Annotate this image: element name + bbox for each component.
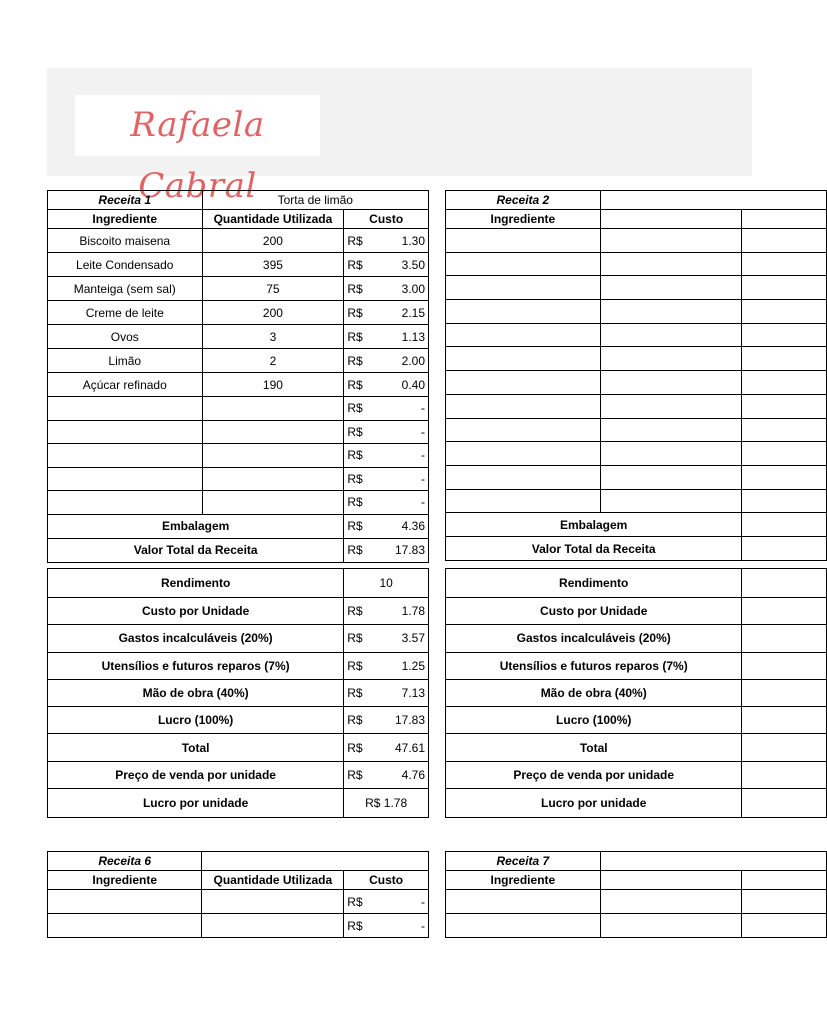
cost-cell[interactable] bbox=[742, 252, 827, 276]
ingredient-cell[interactable] bbox=[446, 442, 601, 466]
total-label[interactable]: Valor Total da Receita bbox=[446, 537, 742, 561]
ingredient-cell[interactable] bbox=[48, 467, 203, 491]
quantity-cell[interactable] bbox=[202, 420, 344, 444]
cost-cell[interactable] bbox=[344, 420, 429, 444]
empty-row bbox=[48, 397, 429, 421]
ingredient-row bbox=[48, 253, 429, 277]
recipe-name[interactable] bbox=[600, 852, 826, 871]
empty-row bbox=[48, 890, 429, 914]
summary-row bbox=[48, 598, 429, 625]
ingredient-row bbox=[48, 325, 429, 349]
header-ingredient[interactable]: Ingrediente bbox=[48, 871, 202, 890]
quantity-cell[interactable]: 200 bbox=[202, 229, 344, 253]
summary-value[interactable] bbox=[742, 598, 827, 625]
ingredient-cell[interactable]: Biscoito maisena bbox=[48, 229, 203, 253]
rendimento-row bbox=[48, 569, 429, 598]
empty-row bbox=[446, 300, 827, 324]
ingredient-cell[interactable] bbox=[446, 418, 601, 442]
recipe-name[interactable]: Torta de limão bbox=[202, 191, 428, 210]
summary-row bbox=[48, 625, 429, 652]
summary-row bbox=[446, 761, 827, 788]
cost-value: - bbox=[421, 424, 425, 439]
summary-row bbox=[446, 679, 827, 706]
empty-row bbox=[446, 347, 827, 371]
recipe-label[interactable]: Receita 1 bbox=[48, 191, 203, 210]
header-cost[interactable] bbox=[742, 871, 827, 890]
currency-symbol: R$ bbox=[347, 281, 363, 296]
cost-cell[interactable] bbox=[344, 373, 429, 397]
currency-symbol: R$ bbox=[347, 233, 363, 248]
quantity-cell[interactable] bbox=[600, 489, 742, 513]
header-cost[interactable] bbox=[742, 210, 827, 229]
ingredient-row bbox=[48, 277, 429, 301]
quantity-cell[interactable] bbox=[600, 442, 742, 466]
cost-cell[interactable] bbox=[344, 914, 429, 938]
quantity-cell[interactable]: 200 bbox=[202, 301, 344, 325]
summary-row bbox=[446, 734, 827, 761]
cost-cell[interactable] bbox=[344, 277, 429, 301]
quantity-cell[interactable] bbox=[600, 300, 742, 324]
currency-symbol: R$ bbox=[347, 543, 363, 557]
summary-label[interactable]: Lucro por unidade bbox=[446, 789, 742, 818]
cost-value: 17.83 bbox=[394, 543, 425, 557]
empty-row bbox=[446, 276, 827, 300]
ingredient-row bbox=[48, 349, 429, 373]
quantity-cell[interactable]: 3 bbox=[202, 325, 344, 349]
summary-value[interactable] bbox=[344, 679, 429, 706]
cost-value: 3.57 bbox=[401, 631, 425, 646]
header-cost[interactable]: Custo bbox=[344, 210, 429, 229]
summary-row bbox=[446, 789, 827, 818]
cost-cell[interactable] bbox=[742, 442, 827, 466]
quantity-cell[interactable] bbox=[202, 397, 344, 421]
currency-symbol: R$ bbox=[347, 604, 363, 619]
cost-cell[interactable] bbox=[742, 394, 827, 418]
header-quantity[interactable]: Quantidade Utilizada bbox=[202, 210, 344, 229]
empty-row bbox=[48, 444, 429, 468]
quantity-cell[interactable]: 395 bbox=[202, 253, 344, 277]
recipe-title-row bbox=[446, 191, 827, 210]
quantity-cell[interactable] bbox=[600, 347, 742, 371]
ingredient-cell[interactable] bbox=[446, 252, 601, 276]
lucro-unidade-value[interactable]: R$ 1.78 bbox=[344, 789, 429, 818]
summary-value[interactable] bbox=[344, 652, 429, 679]
recipe-1-table bbox=[47, 190, 429, 563]
summary-value[interactable] bbox=[742, 652, 827, 679]
empty-row bbox=[446, 418, 827, 442]
summary-value[interactable] bbox=[742, 679, 827, 706]
ingredient-cell[interactable]: Leite Condensado bbox=[48, 253, 203, 277]
cost-cell[interactable] bbox=[344, 397, 429, 421]
currency-symbol: R$ bbox=[347, 631, 363, 646]
ingredient-row bbox=[48, 373, 429, 397]
summary-label[interactable]: Preço de venda por unidade bbox=[446, 761, 742, 788]
ingredient-cell[interactable]: Ovos bbox=[48, 325, 203, 349]
cost-cell[interactable] bbox=[742, 276, 827, 300]
quantity-cell[interactable] bbox=[600, 252, 742, 276]
recipe-1-summary bbox=[47, 568, 429, 818]
empty-row bbox=[446, 489, 827, 513]
quantity-cell[interactable] bbox=[202, 444, 344, 468]
header-row bbox=[48, 210, 429, 229]
total-value[interactable] bbox=[344, 538, 429, 562]
currency-symbol: R$ bbox=[347, 377, 363, 392]
summary-value[interactable] bbox=[344, 707, 429, 734]
quantity-cell[interactable] bbox=[600, 465, 742, 489]
empty-row bbox=[446, 394, 827, 418]
total-label[interactable]: Valor Total da Receita bbox=[48, 538, 344, 562]
currency-symbol: R$ bbox=[347, 894, 363, 909]
cost-cell[interactable] bbox=[344, 229, 429, 253]
ingredient-cell[interactable] bbox=[446, 276, 601, 300]
summary-row bbox=[48, 707, 429, 734]
cost-value: 1.13 bbox=[401, 329, 425, 344]
cost-cell[interactable] bbox=[742, 418, 827, 442]
quantity-cell[interactable] bbox=[600, 323, 742, 347]
quantity-cell[interactable]: 2 bbox=[202, 349, 344, 373]
cost-cell[interactable] bbox=[742, 371, 827, 395]
quantity-cell[interactable] bbox=[600, 890, 742, 914]
cost-cell[interactable] bbox=[742, 489, 827, 513]
summary-value[interactable] bbox=[742, 625, 827, 652]
cost-value: 17.83 bbox=[394, 713, 425, 728]
ingredient-cell[interactable]: Manteiga (sem sal) bbox=[48, 277, 203, 301]
cost-cell[interactable] bbox=[344, 890, 429, 914]
header-quantity[interactable] bbox=[600, 210, 742, 229]
summary-label[interactable]: Gastos incalculáveis (20%) bbox=[48, 625, 344, 652]
cost-value: 1.78 bbox=[401, 604, 425, 619]
rendimento-value[interactable]: 10 bbox=[344, 569, 429, 598]
summary-label[interactable]: Rendimento bbox=[446, 569, 742, 598]
summary-row bbox=[48, 679, 429, 706]
header-row bbox=[446, 210, 827, 229]
rendimento-label[interactable]: Rendimento bbox=[48, 569, 344, 598]
recipe-label[interactable]: Receita 6 bbox=[48, 852, 202, 871]
currency-symbol: R$ bbox=[347, 448, 363, 463]
currency-symbol: R$ bbox=[347, 353, 363, 368]
ingredient-cell[interactable] bbox=[446, 229, 601, 253]
cost-cell[interactable] bbox=[344, 301, 429, 325]
ingredient-cell[interactable] bbox=[48, 397, 203, 421]
ingredient-cell[interactable] bbox=[446, 394, 601, 418]
header-row bbox=[446, 871, 827, 890]
cost-value: 3.00 bbox=[401, 281, 425, 296]
quantity-cell[interactable] bbox=[600, 371, 742, 395]
cost-value: - bbox=[421, 495, 425, 510]
cost-cell[interactable] bbox=[344, 491, 429, 515]
cost-cell[interactable] bbox=[742, 300, 827, 324]
quantity-cell[interactable] bbox=[202, 890, 344, 914]
ingredient-cell[interactable] bbox=[446, 323, 601, 347]
recipe-title-row bbox=[446, 852, 827, 871]
cost-value: - bbox=[421, 918, 425, 933]
summary-value[interactable] bbox=[742, 569, 827, 598]
cost-cell[interactable] bbox=[742, 229, 827, 253]
header-cost[interactable]: Custo bbox=[344, 871, 429, 890]
cost-cell[interactable] bbox=[344, 349, 429, 373]
cost-cell[interactable] bbox=[344, 253, 429, 277]
cost-cell[interactable] bbox=[742, 347, 827, 371]
ingredient-cell[interactable] bbox=[48, 420, 203, 444]
summary-label[interactable]: Mão de obra (40%) bbox=[446, 679, 742, 706]
quantity-cell[interactable] bbox=[600, 394, 742, 418]
quantity-cell[interactable] bbox=[600, 276, 742, 300]
currency-symbol: R$ bbox=[347, 918, 363, 933]
embalagem-row bbox=[48, 514, 429, 538]
total-value[interactable] bbox=[742, 537, 827, 561]
embalagem-value[interactable] bbox=[344, 514, 429, 538]
recipe-7-panel bbox=[445, 851, 593, 941]
currency-symbol: R$ bbox=[347, 305, 363, 320]
recipe-name[interactable] bbox=[202, 852, 429, 871]
empty-row bbox=[48, 491, 429, 515]
summary-row bbox=[446, 598, 827, 625]
ingredient-cell[interactable] bbox=[446, 300, 601, 324]
total-row bbox=[446, 537, 827, 561]
recipe-7-table bbox=[445, 851, 827, 938]
empty-row bbox=[48, 467, 429, 491]
recipe-2-table bbox=[445, 190, 827, 561]
summary-label[interactable]: Custo por Unidade bbox=[48, 598, 344, 625]
empty-row bbox=[446, 229, 827, 253]
cost-value: 2.15 bbox=[401, 305, 425, 320]
ingredient-cell[interactable]: Creme de leite bbox=[48, 301, 203, 325]
recipe-label[interactable]: Receita 2 bbox=[446, 191, 601, 210]
quantity-cell[interactable] bbox=[202, 467, 344, 491]
empty-row bbox=[446, 442, 827, 466]
summary-label[interactable]: Lucro (100%) bbox=[48, 707, 344, 734]
embalagem-row bbox=[446, 513, 827, 537]
currency-symbol: R$ bbox=[347, 658, 363, 673]
currency-symbol: R$ bbox=[347, 686, 363, 701]
cost-value: 1.30 bbox=[401, 233, 425, 248]
recipe-title-row bbox=[48, 191, 429, 210]
cost-cell[interactable] bbox=[344, 467, 429, 491]
cost-value: 4.76 bbox=[401, 767, 425, 782]
currency-symbol: R$ bbox=[347, 401, 363, 416]
summary-label[interactable]: Custo por Unidade bbox=[446, 598, 742, 625]
quantity-cell[interactable] bbox=[600, 418, 742, 442]
quantity-cell[interactable]: 75 bbox=[202, 277, 344, 301]
ingredient-cell[interactable] bbox=[48, 914, 202, 938]
ingredient-cell[interactable]: Açúcar refinado bbox=[48, 373, 203, 397]
summary-value[interactable] bbox=[742, 734, 827, 761]
summary-row bbox=[446, 569, 827, 598]
recipe-6-table bbox=[47, 851, 429, 938]
cost-value: - bbox=[421, 894, 425, 909]
header-ingredient[interactable]: Ingrediente bbox=[48, 210, 203, 229]
summary-value[interactable] bbox=[742, 707, 827, 734]
quantity-cell[interactable]: 190 bbox=[202, 373, 344, 397]
cost-value: 2.00 bbox=[401, 353, 425, 368]
cost-cell[interactable] bbox=[344, 325, 429, 349]
empty-row bbox=[446, 371, 827, 395]
currency-symbol: R$ bbox=[347, 495, 363, 510]
cost-value: 4.36 bbox=[401, 519, 425, 533]
recipe-label[interactable]: Receita 7 bbox=[446, 852, 601, 871]
currency-symbol: R$ bbox=[347, 740, 363, 755]
quantity-cell[interactable] bbox=[600, 914, 742, 938]
ingredient-row bbox=[48, 301, 429, 325]
cost-value: - bbox=[421, 471, 425, 486]
currency-symbol: R$ bbox=[347, 471, 363, 486]
summary-value[interactable] bbox=[344, 734, 429, 761]
cost-value: 1.25 bbox=[401, 658, 425, 673]
summary-row bbox=[48, 761, 429, 788]
header-ingredient[interactable]: Ingrediente bbox=[446, 210, 601, 229]
cost-value: 7.13 bbox=[401, 686, 425, 701]
embalagem-label[interactable]: Embalagem bbox=[48, 514, 344, 538]
summary-label[interactable]: Gastos incalculáveis (20%) bbox=[446, 625, 742, 652]
summary-value[interactable] bbox=[344, 761, 429, 788]
quantity-cell[interactable] bbox=[600, 229, 742, 253]
summary-row bbox=[48, 652, 429, 679]
lucro-unidade-row bbox=[48, 789, 429, 818]
cost-cell[interactable] bbox=[742, 465, 827, 489]
currency-symbol: R$ bbox=[347, 713, 363, 728]
summary-row bbox=[446, 707, 827, 734]
recipe-title-row bbox=[48, 852, 429, 871]
summary-label[interactable]: Mão de obra (40%) bbox=[48, 679, 344, 706]
cost-cell[interactable] bbox=[742, 323, 827, 347]
summary-label[interactable]: Total bbox=[446, 734, 742, 761]
quantity-cell[interactable] bbox=[202, 491, 344, 515]
empty-row bbox=[446, 914, 827, 938]
ingredient-cell[interactable] bbox=[446, 914, 601, 938]
ingredient-cell[interactable]: Limão bbox=[48, 349, 203, 373]
empty-row bbox=[446, 252, 827, 276]
cost-value: - bbox=[421, 401, 425, 416]
summary-value[interactable] bbox=[344, 598, 429, 625]
ingredient-cell[interactable] bbox=[48, 491, 203, 515]
cost-value: - bbox=[421, 448, 425, 463]
recipe-2-summary-panel bbox=[445, 568, 688, 818]
summary-row bbox=[446, 625, 827, 652]
ingredient-cell[interactable] bbox=[446, 465, 601, 489]
summary-label[interactable]: Preço de venda por unidade bbox=[48, 761, 344, 788]
empty-row bbox=[48, 420, 429, 444]
lucro-unidade-label[interactable]: Lucro por unidade bbox=[48, 789, 344, 818]
ingredient-cell[interactable] bbox=[446, 347, 601, 371]
header-row bbox=[48, 871, 429, 890]
cost-cell[interactable] bbox=[742, 914, 827, 938]
ingredient-row bbox=[48, 229, 429, 253]
cost-value: 47.61 bbox=[394, 740, 425, 755]
ingredient-cell[interactable] bbox=[446, 890, 601, 914]
ingredient-cell[interactable] bbox=[446, 371, 601, 395]
empty-row bbox=[48, 914, 429, 938]
embalagem-value[interactable] bbox=[742, 513, 827, 537]
summary-value[interactable] bbox=[344, 625, 429, 652]
brand-name: Rafaela Cabral bbox=[130, 105, 265, 206]
currency-symbol: R$ bbox=[347, 424, 363, 439]
currency-symbol: R$ bbox=[347, 519, 363, 533]
empty-row bbox=[446, 323, 827, 347]
currency-symbol: R$ bbox=[347, 257, 363, 272]
summary-label[interactable]: Utensílios e futuros reparos (7%) bbox=[48, 652, 344, 679]
header-ingredient[interactable]: Ingrediente bbox=[446, 871, 601, 890]
summary-value[interactable] bbox=[742, 761, 827, 788]
ingredient-cell[interactable] bbox=[48, 890, 202, 914]
recipe-name[interactable] bbox=[600, 191, 826, 210]
empty-row bbox=[446, 890, 827, 914]
total-row bbox=[48, 538, 429, 562]
quantity-cell[interactable] bbox=[202, 914, 344, 938]
currency-symbol: R$ bbox=[347, 767, 363, 782]
cost-cell[interactable] bbox=[344, 444, 429, 468]
empty-row bbox=[446, 465, 827, 489]
summary-row bbox=[446, 652, 827, 679]
summary-label[interactable]: Total bbox=[48, 734, 344, 761]
summary-row bbox=[48, 734, 429, 761]
ingredient-cell[interactable] bbox=[48, 444, 203, 468]
cost-value: 3.50 bbox=[401, 257, 425, 272]
embalagem-label[interactable]: Embalagem bbox=[446, 513, 742, 537]
recipe-2-panel bbox=[445, 190, 656, 560]
header-quantity[interactable] bbox=[600, 871, 742, 890]
cost-cell[interactable] bbox=[742, 890, 827, 914]
currency-symbol: R$ bbox=[347, 329, 363, 344]
cost-value: 0.40 bbox=[401, 377, 425, 392]
recipe-2-summary bbox=[445, 568, 827, 818]
header-quantity[interactable]: Quantidade Utilizada bbox=[202, 871, 344, 890]
summary-label[interactable]: Utensílios e futuros reparos (7%) bbox=[446, 652, 742, 679]
summary-label[interactable]: Lucro (100%) bbox=[446, 707, 742, 734]
ingredient-cell[interactable] bbox=[446, 489, 601, 513]
summary-value[interactable] bbox=[742, 789, 827, 818]
